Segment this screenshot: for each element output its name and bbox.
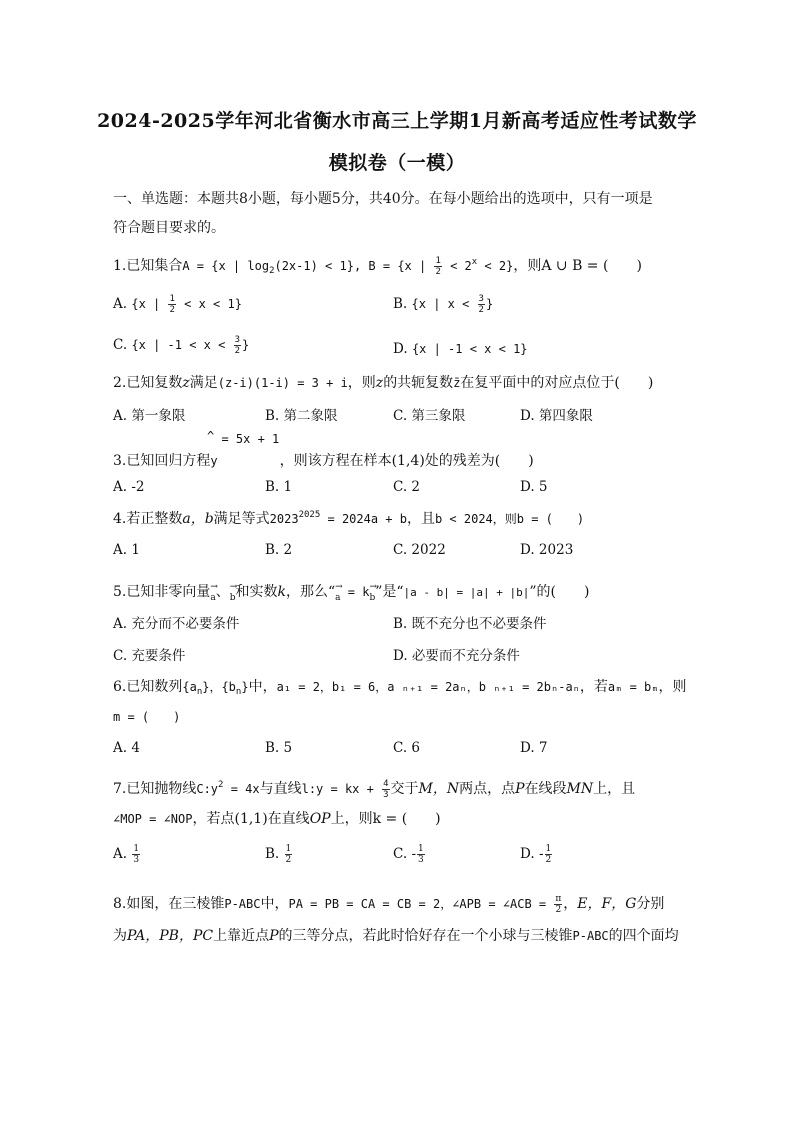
q2-option-d[interactable]: D. 第四象限 <box>520 408 593 424</box>
q6-option-a[interactable]: A. 4 <box>113 740 140 756</box>
q1-set-b: , B = {x | $\frac{1}{2}$ < $2^x < 2$} <box>353 256 514 277</box>
q7-option-a[interactable]: A. $\frac{1}{3}$ <box>113 844 140 865</box>
question-6-ask: m = ( ) <box>113 710 181 724</box>
q1-ask: ，则A ∪ B = ( ) <box>513 258 642 274</box>
exam-title-line1: 2024-2025学年河北省衡水市高三上学期1月新高考适应性考试数学 <box>97 110 697 132</box>
question-6: 6.已知数列$\{a_n\}$，$\{b_n\}$中，a₁ = 2，b₁ = 6，a ₙ₊₁ = 2aₙ，b ₙ₊₁ = 2bₙ-aₙ，若aₘ = bₘ，则 <box>113 679 687 697</box>
q7-option-b[interactable]: B. $\frac{1}{2}$ <box>265 844 292 865</box>
q2-option-a[interactable]: A. 第一象限 <box>113 408 186 424</box>
q5-option-b[interactable]: B. 既不充分也不必要条件 <box>393 616 547 632</box>
exam-title-line2: 模拟卷（一模） <box>328 152 466 174</box>
q7-option-d[interactable]: D. - $\frac{1}{2}$ <box>520 844 552 865</box>
q3-option-b[interactable]: B. 1 <box>265 479 293 495</box>
q3-option-a[interactable]: A. -2 <box>113 479 145 495</box>
q5-option-a[interactable]: A. 充分而不必要条件 <box>113 616 240 632</box>
q4-option-c[interactable]: C. 2022 <box>393 542 446 558</box>
q2-option-b[interactable]: B. 第二象限 <box>265 408 338 424</box>
q4-option-b[interactable]: B. 2 <box>265 542 293 558</box>
question-1 <box>113 255 642 277</box>
section-instructions-line2: 符合题目要求的。 <box>113 220 225 236</box>
q3-option-c[interactable]: C. 2 <box>393 479 421 495</box>
q1-set-a: A = {x | $\log_2(2x-1) < 1$} <box>182 259 354 276</box>
question-3: 3.已知回归方程y ，则该方程在样本(1,4)处的残差为( ) <box>113 453 534 469</box>
q7-option-c[interactable]: C. - $\frac{1}{3}$ <box>393 844 424 865</box>
question-8-line2: 为PA，PB，PC上靠近点P的三等分点，若此时恰好存在一个小球与三棱锥P-ABC的四个面均 <box>113 928 679 944</box>
q4-option-d[interactable]: D. 2023 <box>520 542 574 558</box>
q6-option-c[interactable]: C. 6 <box>393 740 421 756</box>
q6-option-d[interactable]: D. 7 <box>520 740 548 756</box>
q3-equation: ^ = 5x + 1 <box>207 429 280 446</box>
section-instructions-line1: 一、单选题：本题共8小题，每小题5分，共40分。在每小题给出的选项中，只有一项是 <box>113 191 653 207</box>
q5-option-c[interactable]: C. 充要条件 <box>113 648 186 664</box>
question-7: 7.已知抛物线$C:y^2 = 4x$与直线l:y = kx + $\frac{4}{3}$ 交于M，N两点，点P在线段MN上，且 <box>113 779 636 800</box>
q1-option-c[interactable]: C. {x | -1 < x < $\frac{3}{2}$ } <box>113 335 250 356</box>
q1-option-b[interactable]: B. {x | x < $\frac{3}{2}$ } <box>393 294 494 315</box>
q1-lead: 1.已知集合 <box>113 258 183 274</box>
q2-option-c[interactable]: C. 第三象限 <box>393 408 466 424</box>
q4-option-a[interactable]: A. 1 <box>113 542 140 558</box>
question-7-line2: ∠MOP = ∠NOP，若点(1,1)在直线OP上，则k = ( ) <box>113 811 441 827</box>
q3-option-d[interactable]: D. 5 <box>520 479 548 495</box>
question-2: 2.已知复数z满足(z-i)(1-i) = 3 + i，则z的共轭复数z̄在复平面中的对应点位于( ) <box>113 375 654 391</box>
q5-option-d[interactable]: D. 必要而不充分条件 <box>393 648 520 664</box>
q1-option-d[interactable]: D. {x | -1 < x < 1} <box>393 341 528 357</box>
question-8: 8.如图，在三棱锥P-ABC中，PA = PB = CA = CB = 2，∠APB = ∠ACB = $\frac{\pi}{2}$ ，E，F，G分别 <box>113 893 665 915</box>
q6-option-b[interactable]: B. 5 <box>265 740 293 756</box>
question-5: 5.已知非零向量→ a、→ b和实数k，那么“→ a = k→ b”是“|a - b| = |a| + |b|”的( ) <box>113 581 589 603</box>
q1-option-a[interactable]: A. {x | $\frac{1}{2}$ < x < 1} <box>113 294 242 315</box>
question-4: 4.若正整数a，b满足等式$2023^{2025} = 2024a + b$，且b < 2024，则b = ( ) <box>113 510 585 527</box>
